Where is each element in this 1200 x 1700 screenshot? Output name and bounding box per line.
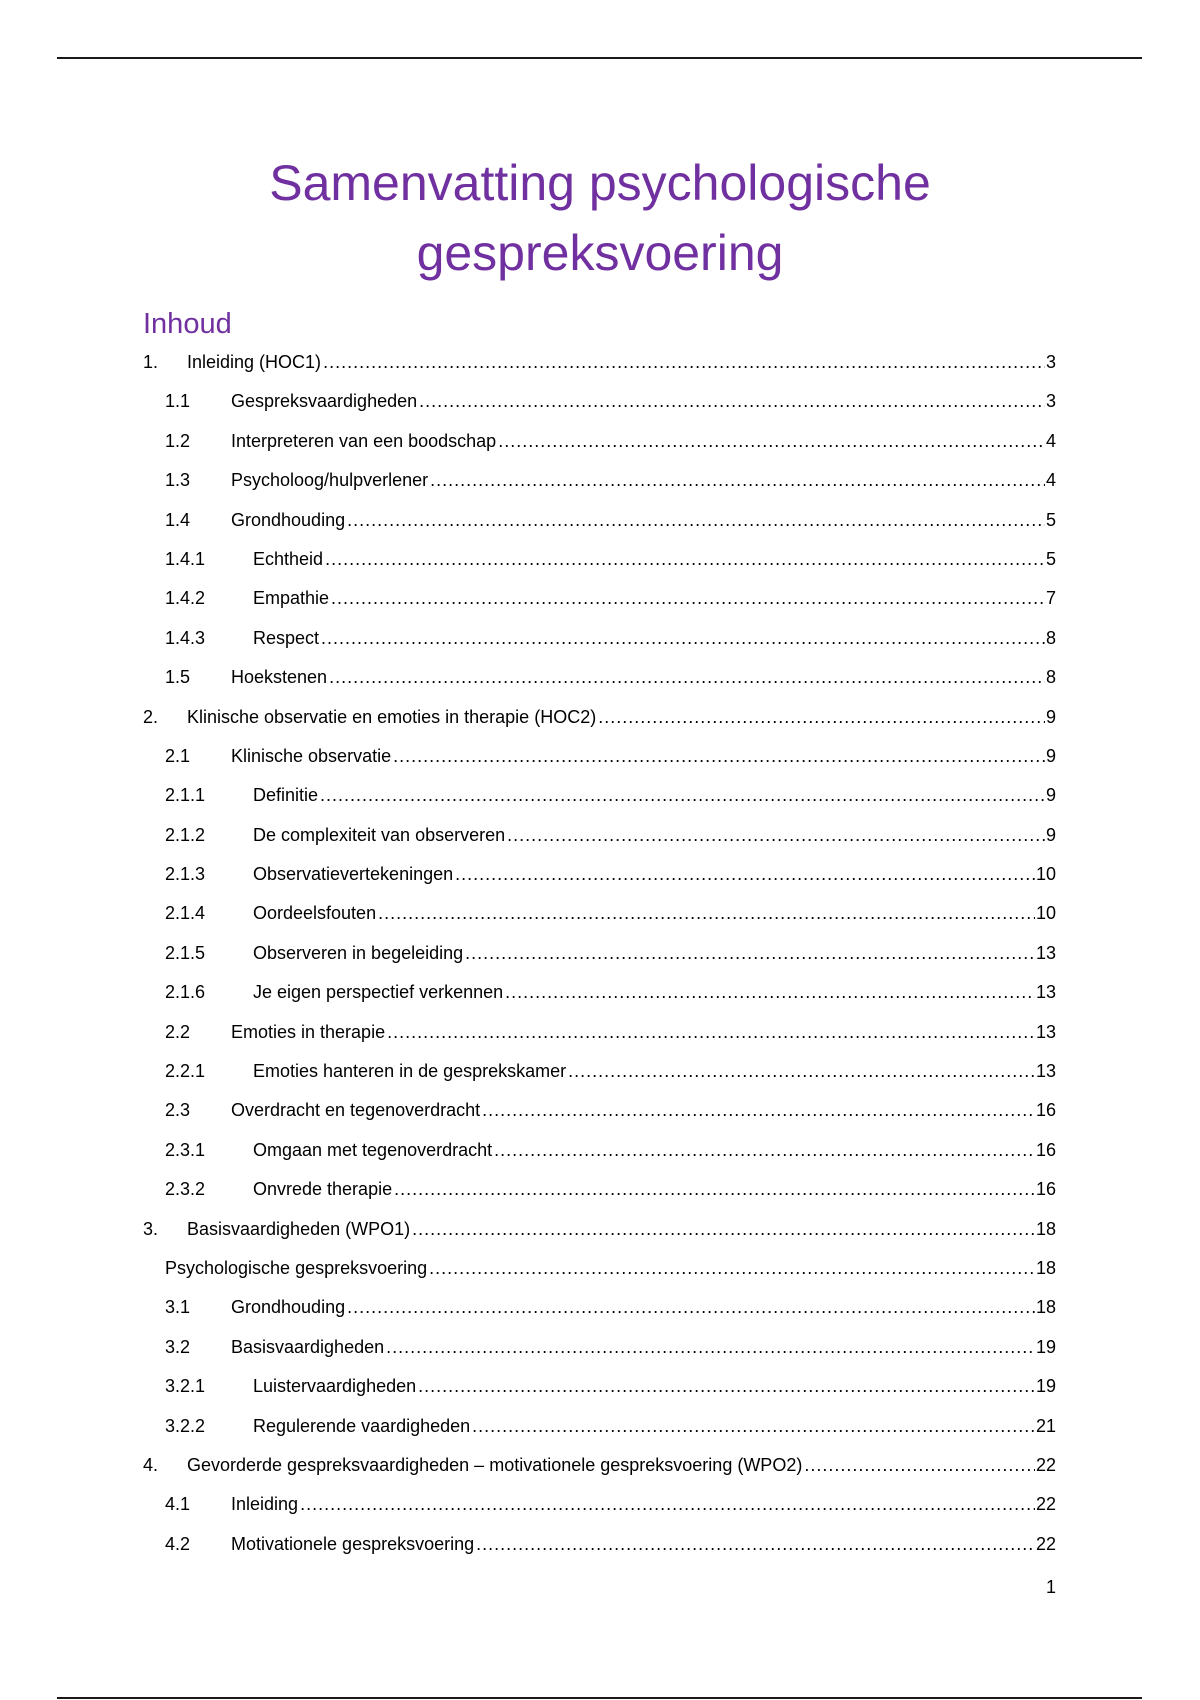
toc-entry-title[interactable]: Motivationele gespreksvoering [231,1533,475,1554]
toc-entry-number: 1.3 [165,470,191,491]
toc-entry-title[interactable]: Inleiding (HOC1) [187,352,322,372]
toc-entry[interactable] [0,738,1200,777]
toc-entry-number: 2.1 [165,745,191,766]
toc-dot-leader [507,817,1045,853]
toc-entry-page: 16 [1035,1100,1056,1121]
toc-dot-leader [323,344,1045,380]
toc-dot-leader [412,1211,1035,1247]
toc-dot-leader [331,580,1045,616]
toc-dot-leader [429,1250,1035,1286]
toc-entry-number: 2. [143,706,159,727]
toc-dot-leader [568,1053,1035,1089]
toc-heading: Inhoud [143,308,232,340]
toc-entry[interactable] [0,541,1200,580]
toc-entry[interactable] [0,620,1200,659]
toc-entry-title[interactable]: Inleiding [231,1494,299,1515]
toc-entry[interactable] [0,1289,1200,1328]
toc-dot-leader [482,1092,1035,1128]
toc-entry-page: 13 [1035,942,1056,963]
toc-entry-line[interactable] [253,1368,1056,1404]
toc-entry-number: 2.3.1 [165,1139,206,1160]
toc-entry-page: 10 [1035,864,1056,885]
toc-entry-title[interactable]: Basisvaardigheden [231,1336,385,1357]
toc-entry-line[interactable] [231,1329,1056,1365]
toc-entry-page: 8 [1045,667,1056,688]
toc-entry[interactable] [0,1447,1200,1486]
toc-dot-leader [505,974,1035,1010]
toc-dot-leader [419,383,1045,419]
toc-entry-page: 22 [1035,1533,1056,1554]
toc-entry-line[interactable] [187,1211,1056,1247]
toc-entry-title[interactable]: Overdracht en tegenoverdracht [231,1100,481,1121]
toc-entry[interactable] [0,1171,1200,1210]
toc-dot-leader [455,856,1035,892]
toc-dot-leader [476,1526,1035,1562]
toc-entry-number: 1.5 [165,667,191,688]
toc-entry-title[interactable]: Gespreksvaardigheden [231,391,418,412]
toc-entry-page: 3 [1045,352,1056,372]
toc-entry-number: 1.4 [165,509,191,530]
toc-entry[interactable] [0,1092,1200,1131]
toc-entry-title[interactable]: Gevorderde gespreksvaardigheden – motivationele gespreksvoering (WPO2) [187,1454,803,1475]
toc-entry-title[interactable]: Basisvaardigheden (WPO1) [187,1218,411,1239]
toc-entry-page: 9 [1045,745,1056,766]
toc-entry-line[interactable] [231,383,1056,419]
toc-entry[interactable] [0,1211,1200,1250]
toc-entry-number: 3. [143,1218,159,1239]
toc-entry-title[interactable]: Hoekstenen [231,667,328,688]
toc-entry-title[interactable]: Oordeelsfouten [253,903,377,924]
toc-entry-page: 10 [1035,903,1056,924]
toc-entry[interactable] [0,1329,1200,1368]
toc-entry[interactable] [0,1408,1200,1447]
toc-entry[interactable] [0,1486,1200,1525]
toc-entry[interactable] [0,502,1200,541]
toc-entry-page: 13 [1035,1021,1056,1042]
toc-entry-page: 22 [1035,1454,1056,1475]
toc-entry-line[interactable] [253,777,1056,813]
toc-entry[interactable] [0,462,1200,501]
toc-entry-page: 7 [1045,588,1056,609]
toc-dot-leader [472,1408,1035,1444]
toc-entry-line[interactable] [231,502,1056,538]
toc-entry-title[interactable]: Onvrede therapie [253,1179,393,1200]
toc-entry-line[interactable] [231,1526,1056,1562]
toc-entry[interactable] [0,1014,1200,1053]
toc-entry-page: 13 [1035,982,1056,1003]
toc-entry-line[interactable] [253,541,1056,577]
toc-entry-number: 1.4.1 [165,548,206,569]
toc-entry-title[interactable]: Definitie [253,785,319,806]
toc-entry-line[interactable] [253,1171,1056,1207]
toc-entry-number: 2.2.1 [165,1061,206,1082]
toc-entry-line[interactable] [231,423,1056,459]
toc-entry-title[interactable]: Psychologische gespreksvoering [165,1257,428,1278]
toc-entry-number: 1.1 [165,391,191,412]
toc-entry-page: 18 [1035,1257,1056,1278]
toc-entry-line[interactable] [253,1132,1056,1168]
toc-entry-page: 5 [1045,548,1056,569]
toc-entry-page: 13 [1035,1061,1056,1082]
toc-entry[interactable] [0,777,1200,816]
toc-entry-title[interactable]: Klinische observatie en emoties in therapie (HOC2) [187,706,597,727]
toc-entry-line[interactable] [231,1486,1056,1522]
page-number: 1 [1045,1577,1056,1597]
toc-entry-line[interactable] [253,1053,1056,1089]
toc-entry-line[interactable] [253,817,1056,853]
toc-entry[interactable] [0,1132,1200,1171]
toc-dot-leader [430,462,1045,498]
toc-entry-page: 9 [1045,785,1056,806]
toc-dot-leader [394,1171,1035,1207]
toc-entry-line[interactable] [253,856,1056,892]
toc-entry-title[interactable]: Emoties hanteren in de gesprekskamer [253,1061,567,1082]
toc-entry-line[interactable] [231,659,1056,695]
toc-entry-title[interactable]: Psycholoog/hulpverlener [231,470,429,491]
toc-entry-page: 18 [1035,1297,1056,1318]
toc-dot-leader [393,738,1045,774]
toc-entry-number: 2.1.4 [165,903,206,924]
toc-entry[interactable] [0,1250,1200,1289]
document-title [0,148,1200,288]
toc-entry-number: 1.4.3 [165,627,206,648]
toc-entry[interactable] [0,1053,1200,1092]
toc-entry[interactable] [0,383,1200,422]
toc-entry-number: 1.2 [165,430,191,451]
toc-dot-leader [320,777,1045,813]
toc-entry[interactable] [0,856,1200,895]
toc-entry-line[interactable] [253,620,1056,656]
toc-entry-number: 3.2.2 [165,1415,206,1436]
header-rule [57,57,1142,59]
toc-entry[interactable] [0,659,1200,698]
toc-entry-line[interactable] [231,1289,1056,1325]
toc-entry-number: 2.1.1 [165,785,206,806]
toc-entry-number: 2.1.5 [165,942,206,963]
toc-dot-leader [494,1132,1035,1168]
toc-entry-number: 2.1.6 [165,982,206,1003]
toc-entry-line[interactable] [253,895,1056,931]
toc-entry-page: 16 [1035,1139,1056,1160]
toc-entry-line[interactable] [253,1408,1056,1444]
toc-entry-number: 2.1.3 [165,864,206,885]
toc-dot-leader [378,895,1035,931]
toc-dot-leader [325,541,1045,577]
toc-entry-number: 3.1 [165,1297,191,1318]
toc-dot-leader [321,620,1045,656]
toc-entry-page: 22 [1035,1494,1056,1515]
toc-entry[interactable] [0,1526,1200,1565]
toc-entry-title[interactable]: Observeren in begeleiding [253,942,464,963]
toc-entry-title[interactable]: Luistervaardigheden [253,1376,417,1397]
toc-dot-leader [300,1486,1035,1522]
toc-entry-line[interactable] [231,738,1056,774]
toc-entry-title[interactable]: Grondhouding [231,1297,346,1318]
toc-dot-leader [329,659,1045,695]
toc-dot-leader [418,1368,1035,1404]
footer-rule [57,1697,1142,1699]
toc-entry-number: 2.3 [165,1100,191,1121]
toc-entry-title[interactable]: Echtheid [253,548,324,569]
toc-dot-leader [465,935,1035,971]
toc-entry-line[interactable] [253,580,1056,616]
toc-entry-title[interactable]: Regulerende vaardigheden [253,1415,471,1436]
document-title-line-2: gespreksvoering [416,225,784,281]
toc-entry-number: 2.3.2 [165,1179,206,1200]
toc-entry-title[interactable]: Klinische observatie [231,745,392,766]
toc-entry-number: 2.1.2 [165,824,206,845]
toc-entry-title[interactable]: Je eigen perspectief verkennen [253,982,504,1003]
toc-entry-line[interactable] [187,344,1056,380]
toc-dot-leader [804,1447,1035,1483]
toc-entry[interactable] [0,699,1200,738]
toc-dot-leader [347,502,1045,538]
toc-entry-page: 19 [1035,1336,1056,1357]
toc-entry[interactable] [0,935,1200,974]
toc-entry-title[interactable]: Respect [253,627,320,648]
toc-entry-number: 2.2 [165,1021,191,1042]
toc-entry[interactable] [0,1368,1200,1407]
toc-dot-leader [498,423,1045,459]
toc-entry-number: 1.4.2 [165,588,206,609]
toc-entry-title[interactable]: Interpreteren van een boodschap [231,430,497,451]
toc-entry-line[interactable] [187,699,1056,735]
toc-entry-title[interactable]: De complexiteit van observeren [253,824,506,845]
toc-entry-page: 9 [1045,706,1056,727]
toc-entry[interactable] [0,895,1200,934]
toc-entry-line[interactable] [253,974,1056,1010]
toc-entry-number: 3.2 [165,1336,191,1357]
toc-entry-title[interactable]: Observatievertekeningen [253,864,454,885]
toc-dot-leader [347,1289,1035,1325]
toc-entry-title[interactable]: Emoties in therapie [231,1021,386,1042]
toc-entry-page: 18 [1035,1218,1056,1239]
toc-entry[interactable] [0,817,1200,856]
toc-dot-leader [387,1014,1035,1050]
toc-entry-line[interactable] [231,1014,1056,1050]
toc-entry-line[interactable] [165,1250,1056,1286]
toc-entry-page: 21 [1035,1415,1056,1436]
toc-entry-page: 19 [1035,1376,1056,1397]
toc-entry-line[interactable] [231,1092,1056,1128]
toc-entry-number: 4.2 [165,1533,191,1554]
toc-entry-line[interactable] [253,935,1056,971]
toc-entry[interactable] [0,580,1200,619]
toc-entry-page: 16 [1035,1179,1056,1200]
toc-entry[interactable] [0,344,1200,383]
toc-entry-line[interactable] [231,462,1056,498]
toc-entry-number: 4. [143,1454,159,1475]
toc-entry-number: 3.2.1 [165,1376,206,1397]
toc-entry-title[interactable]: Empathie [253,588,330,609]
toc-entry-line[interactable] [187,1447,1056,1483]
toc-entry-page: 5 [1045,509,1056,530]
document-title-line-1: Samenvatting psychologische [269,155,931,211]
toc-entry-title[interactable]: Omgaan met tegenoverdracht [253,1139,493,1160]
toc-entry-page: 4 [1045,470,1056,491]
toc-entry[interactable] [0,974,1200,1013]
toc-entry[interactable] [0,423,1200,462]
toc-entry-number: 4.1 [165,1494,191,1515]
toc-entry-page: 4 [1045,430,1056,451]
toc-entry-page: 3 [1045,391,1056,412]
toc-entry-number: 1. [143,352,159,372]
toc-entry-page: 8 [1045,627,1056,648]
toc-entry-page: 9 [1045,824,1056,845]
toc-entry-title[interactable]: Grondhouding [231,509,346,530]
table-of-contents [0,344,1200,1565]
toc-dot-leader [386,1329,1035,1365]
toc-dot-leader [598,699,1045,735]
